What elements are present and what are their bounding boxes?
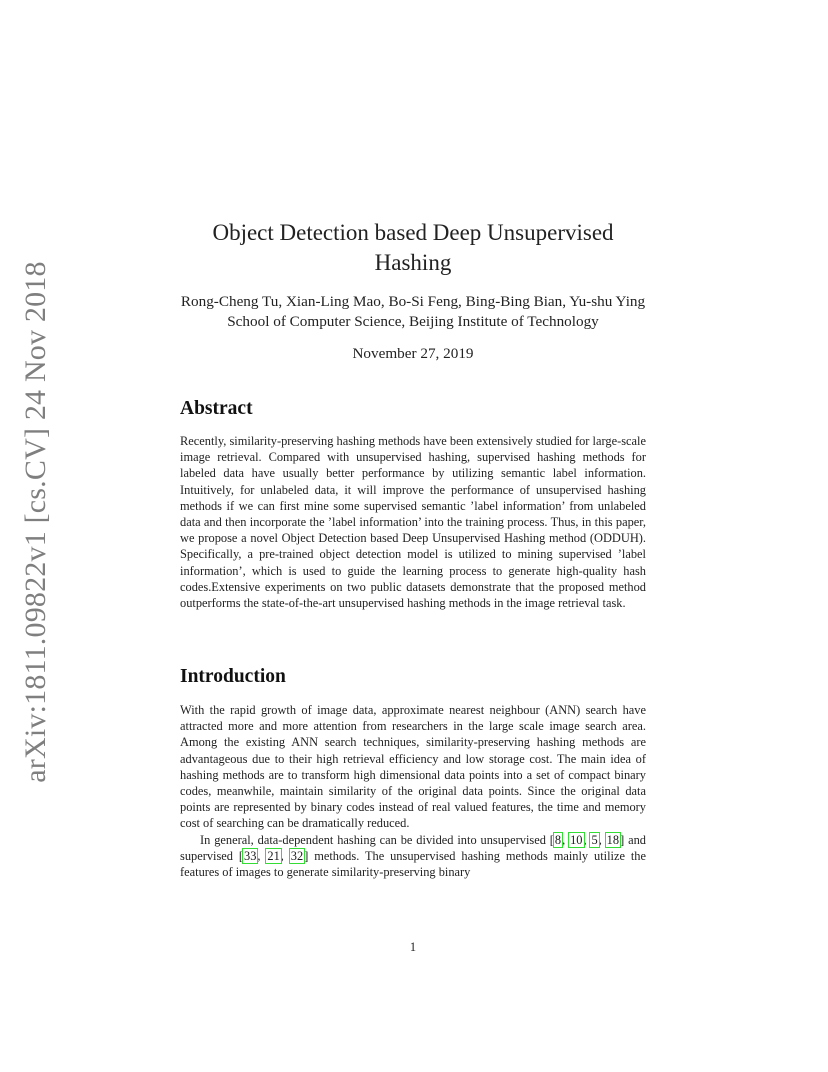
abstract-paragraph: Recently, similarity-preserving hashing methods have been extensively studied for large-scale image retrieval. Compared with unsupervised hashing, supervised hashing methods for labeled data have usually better performance by utilizing semantic label information. Intuitively, for unlabeled data, it will improve the performance of unsupervised hashing methods if we can first mine some supervised semantic ’label information’ from unlabeled data and then incorporate the ’label information’ into the training process. Thus, in this paper, we propose a novel Object Detection based Deep Unsupervised Hashing method (ODDUH). Specifically, a pre-trained object detection model is utilized to mining supervised ’label information’, which is used to guide the learning process to generate high-quality hash codes.Extensive experiments on two public datasets demonstrate that the proposed method outperforms the state-of-the-art unsupervised hashing methods in the image retrieval task. <box>180 434 646 611</box>
citation-link-18[interactable]: 18 <box>606 832 620 847</box>
affiliation: School of Computer Science, Beijing Institute of Technology <box>227 313 599 330</box>
citation-link-33[interactable]: 33 <box>244 848 257 863</box>
paper-title-line-2: Hashing <box>374 250 452 275</box>
citation-link-21[interactable]: 21 <box>267 848 280 863</box>
citation-link-10[interactable]: 10 <box>570 832 583 847</box>
page-number: 1 <box>409 940 417 954</box>
author-list: Rong-Cheng Tu, Xian-Ling Mao, Bo-Si Feng, Bing-Bing Bian, Yu-shu Ying <box>180 293 646 310</box>
paragraph-text: ] and supervised [ <box>180 832 646 863</box>
citation-link-32[interactable]: 32 <box>290 848 304 863</box>
introduction-text <box>180 702 646 880</box>
citation-link-5[interactable]: 5 <box>591 832 598 847</box>
introduction-paragraph-2: In general, data-dependent hashing can be divided into unsupervised [8, 10, 5, 18] and supervised [33, 21, 32] methods. The unsupervised hashing methods mainly utilize the features of images to generate similarity-preserving binary <box>180 832 647 880</box>
paper-date: November 27, 2019 <box>352 345 474 362</box>
introduction-paragraph-1: With the rapid growth of image data, approximate nearest neighbour (ANN) search have attracted more and more attention from researchers in the large scale image search area. Among the existing ANN search techniques, similarity-preserving hashing methods are advantageous due to their high retrieval efficiency and low storage cost. The main idea of hashing methods are to transform high dimensional data points into a set of compact binary codes, meanwhile, maintain similarity of the original data points. Since the original data points are represented by binary codes instead of real valued features, the time and memory cost of searching can be dramatically reduced. <box>180 703 646 831</box>
citation-link-8[interactable]: 8 <box>554 832 562 847</box>
abstract-heading: Abstract <box>180 398 253 419</box>
paragraph-text: ] methods. The unsupervised hashing methods mainly utilize the features of images to generate similarity-preserving binary <box>180 848 647 880</box>
introduction-heading: Introduction <box>180 666 286 687</box>
arxiv-identifier-stamp: arXiv:1811.09822v1 [cs.CV] 24 Nov 2018 <box>19 261 52 783</box>
paper-title-line-1: Object Detection based Deep Unsupervised <box>212 220 614 245</box>
paper-title <box>180 218 646 278</box>
author-block <box>180 292 646 332</box>
abstract-text <box>180 433 646 611</box>
paragraph-text: In general, data-dependent hashing can be divided into unsupervised [ <box>200 832 554 847</box>
